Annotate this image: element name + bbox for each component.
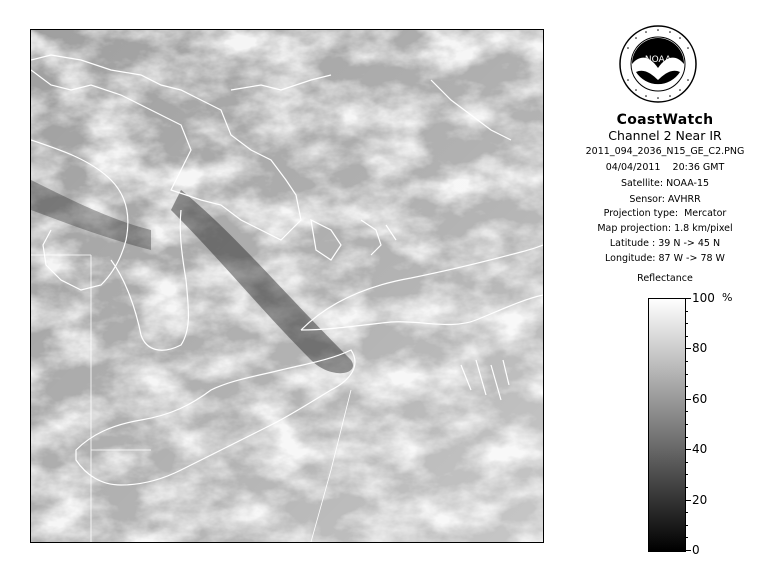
colorbar-minor-tick [685, 437, 688, 438]
colorbar-tick-label: 20 [692, 492, 708, 507]
satellite-image-map [30, 29, 544, 543]
colorbar-minor-tick [685, 462, 688, 463]
colorbar-minor-tick [685, 411, 688, 412]
noaa-logo [618, 24, 698, 104]
longitude-range: Longitude: 87 W -> 78 W [605, 253, 725, 264]
colorbar-minor-tick [685, 424, 688, 425]
colorbar-minor-tick [685, 525, 688, 526]
colorbar-tick [685, 298, 691, 299]
sensor-info: Sensor: AVHRR [629, 194, 701, 205]
colorbar-tick-label: 80 [692, 341, 708, 356]
bright-cloud-band [31, 30, 543, 542]
latitude-range: Latitude : 39 N -> 45 N [609, 238, 721, 249]
colorbar-minor-tick [685, 512, 688, 513]
colorbar-tick-label: 40 [692, 442, 708, 457]
colorbar-tick-label: 60 [692, 391, 708, 406]
legend-unit: % [722, 291, 733, 304]
product-datetime: 04/04/2011 20:36 GMT [605, 162, 725, 173]
colorbar-minor-tick [685, 474, 688, 475]
brand-title: CoastWatch [616, 112, 714, 128]
colorbar-tick [685, 449, 691, 450]
satellite-info: Satellite: NOAA-15 [620, 178, 710, 189]
projection-type: Projection type: Mercator [603, 208, 727, 219]
colorbar-minor-tick [685, 487, 688, 488]
reflectance-imagery [31, 30, 543, 542]
colorbar-minor-tick [685, 374, 688, 375]
colorbar-minor-tick [685, 323, 688, 324]
colorbar-minor-tick [685, 336, 688, 337]
channel-title: Channel 2 Near IR [608, 128, 722, 143]
colorbar-minor-tick [685, 361, 688, 362]
colorbar-minor-tick [685, 386, 688, 387]
colorbar-tick-label: 100 [692, 291, 715, 305]
colorbar-tick [685, 399, 691, 400]
colorbar-tick [685, 500, 691, 501]
legend-title: Reflectance [637, 273, 693, 284]
logo-text: NOAA [644, 55, 672, 65]
map-projection: Map projection: 1.8 km/pixel [597, 223, 733, 234]
reflectance-colorbar [648, 298, 686, 552]
colorbar-minor-tick [685, 537, 688, 538]
product-filename: 2011_094_2036_N15_GE_C2.PNG [585, 146, 745, 157]
colorbar-minor-tick [685, 311, 688, 312]
colorbar-tick [685, 550, 691, 551]
colorbar-tick [685, 348, 691, 349]
colorbar-tick-label: 0 [692, 543, 700, 557]
noaa-seal-icon [618, 24, 698, 104]
